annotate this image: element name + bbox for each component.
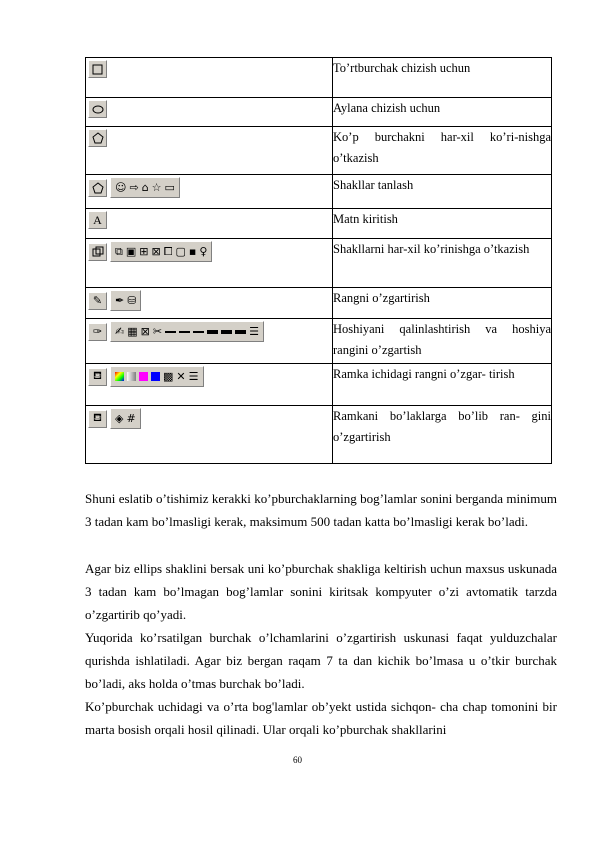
hairline-icon[interactable]: ✂	[152, 325, 163, 338]
row-desc: Aylana chizish uchun	[333, 98, 552, 127]
icon-cell	[86, 239, 333, 288]
row-desc: Shakllarni har-xil ko’rinishga o’tkazish	[333, 239, 552, 288]
row-desc: Ramkani bo’laklarga bo’lib ran- gini o’zgartirish	[333, 406, 552, 464]
ellipse-tool-icon[interactable]	[88, 100, 107, 118]
pattern-fill-icon[interactable]	[139, 372, 148, 381]
outline-tool-icon[interactable]: ✑	[88, 323, 107, 341]
line-icon[interactable]	[179, 331, 190, 333]
transparency-icon[interactable]: ♀	[199, 245, 208, 258]
mesh-strip[interactable]	[110, 408, 141, 429]
rectangle-tool-icon[interactable]	[88, 60, 107, 78]
thick-line-icon[interactable]	[221, 330, 232, 334]
icon-cell	[86, 364, 333, 406]
extrude-icon[interactable]: ⧠	[163, 245, 173, 258]
gradient-fill-icon[interactable]	[127, 372, 136, 381]
arrow-shape-icon[interactable]: ⇨	[129, 181, 139, 194]
envelope-icon[interactable]: ▢	[175, 245, 186, 258]
outline-color-icon[interactable]: ▦	[127, 325, 138, 338]
weld-icon[interactable]: ⧉	[115, 245, 123, 258]
icon-cell	[86, 58, 333, 98]
mesh-fill-icon[interactable]: #	[126, 412, 136, 425]
row-desc: Ramka ichidagi rangni o’zgar- tirish	[333, 364, 552, 406]
thick-line-icon[interactable]	[207, 330, 218, 334]
flowchart-shape-icon[interactable]: ⌂	[141, 181, 149, 194]
row-desc: Shakllar tanlash	[333, 175, 552, 209]
text-tool-icon[interactable]: A	[88, 211, 107, 229]
fill-strip[interactable]	[110, 366, 204, 387]
icon-cell	[86, 288, 333, 319]
outline-strip[interactable]	[110, 321, 264, 342]
paragraph: Agar biz ellips shaklini bersak uni ko’pburchak shakliga keltirish uchun maxsus uskunada 3 tadan kam bo’lmagan bog’lamlar sonini kiritsak kompyuter o’zi avtomatik tarzda o’zgartirib qo’yadi.	[85, 561, 557, 622]
eyedropper-tool-icon[interactable]: ✎	[88, 292, 107, 310]
icon-cell	[86, 127, 333, 175]
star-shape-icon[interactable]: ☆	[151, 181, 162, 194]
polygon-tool-icon[interactable]	[88, 129, 107, 147]
paint-bucket-icon[interactable]: ⛁	[127, 294, 137, 307]
interactive-fill-icon[interactable]: ◈	[115, 412, 124, 425]
trim-icon[interactable]: ▣	[125, 245, 137, 258]
icon-cell	[86, 209, 333, 239]
tools-table	[85, 57, 552, 464]
color-strip[interactable]	[110, 290, 141, 311]
row-desc: Matn kiritish	[333, 209, 552, 239]
line-icon[interactable]	[193, 331, 204, 333]
paragraph: Shuni eslatib o’tishimiz kerakki ko’pburchaklarning bog’lamlar sonini berganda minimum 3 tadan kam bo’lmasligi kerak, maksimum 500 tadan katta bo’lmasligi kerak bo’ladi.	[85, 491, 557, 529]
no-fill-icon[interactable]: ✕	[176, 370, 186, 383]
icon-cell	[86, 175, 333, 209]
color-palette-icon[interactable]: ☰	[249, 325, 259, 338]
no-outline-icon[interactable]: ⊠	[140, 325, 150, 338]
eyedropper-icon[interactable]: ✒	[115, 294, 125, 307]
texture-fill-icon[interactable]	[151, 372, 160, 381]
interactive-fill-tool-icon[interactable]: ⛾	[88, 410, 107, 428]
transform-tool-icon[interactable]	[88, 243, 107, 261]
paragraph: Ko’pburchak uchidagi va o’rta bog'lamlar ob’yekt ustida sichqon- cha chap tomonini bir marta bosish orqali hosil qilinadi. Ular orqali ko’pburchak shakllarini	[85, 699, 557, 737]
shapes-strip[interactable]	[110, 177, 180, 198]
thick-line-icon[interactable]	[235, 330, 246, 334]
page-number: 60	[293, 755, 302, 765]
pen-icon[interactable]: ✍	[115, 325, 125, 338]
fill-tool-icon[interactable]: ⛾	[88, 368, 107, 386]
color-palette-icon[interactable]: ☰	[188, 370, 199, 383]
blend-icon[interactable]: ⊞	[139, 245, 149, 258]
icon-cell	[86, 406, 333, 464]
uniform-fill-icon[interactable]	[115, 372, 124, 381]
transform-strip[interactable]	[110, 241, 212, 262]
smiley-shape-icon[interactable]: ☺	[115, 181, 127, 194]
icon-cell	[86, 98, 333, 127]
row-desc: Ko’p burchakni har-xil ko’ri-nishga o’tkazish	[333, 127, 552, 175]
row-desc: To’rtburchak chizish uchun	[333, 58, 552, 98]
shapes-toolbar-icon[interactable]	[88, 179, 107, 197]
callout-shape-icon[interactable]: ▭	[164, 181, 175, 194]
row-desc: Rangni o’zgartirish	[333, 288, 552, 319]
row-desc: Hoshiyani qalinlashtirish va hoshiya rangini o’zgartish	[333, 319, 552, 364]
paragraph: Yuqorida ko’rsatilgan burchak o’lchamlarini o’zgartirish uskunasi faqat yulduzchalar qurishda ishlatiladi. Agar biz bergan raqam 7 ta dan kichik bo’lmasa u o’tkir burchak bo’ladi, aks holda o’tmas burchak bo’ladi.	[85, 630, 557, 691]
shadow-icon[interactable]: ▪	[188, 245, 197, 258]
thin-line-icon[interactable]	[165, 331, 176, 333]
icon-cell	[86, 319, 333, 364]
postscript-fill-icon[interactable]: ▩	[163, 370, 174, 383]
contour-icon[interactable]: ⊠	[151, 245, 161, 258]
